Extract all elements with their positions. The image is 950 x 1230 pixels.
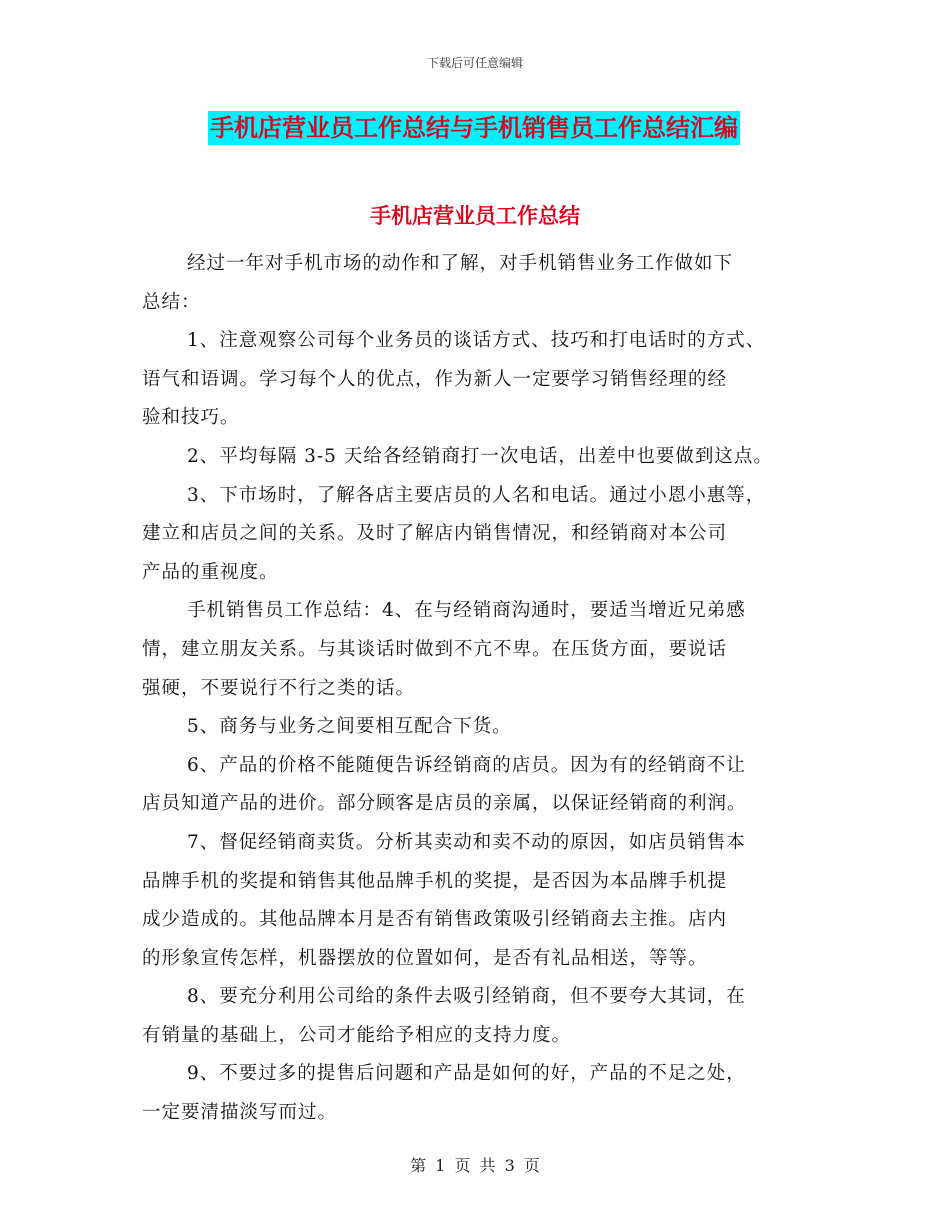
- header-note: 下载后可任意编辑: [426, 56, 523, 70]
- text-line: 9、不要过多的提售后问题和产品是如何的好，产品的不足之处，: [187, 1063, 746, 1085]
- text-line: 的形象宣传怎样，机器摆放的位置如何，是否有礼品相送，等等。: [142, 947, 708, 969]
- text-line: 2、平均每隔 3-5 天给各经销商打一次电话，出差中也要做到这点。: [187, 445, 773, 467]
- text-line: 总结：: [142, 291, 201, 313]
- text-line: 手机销售员工作总结：4、在与经销商沟通时，要适当增近兄弟感: [187, 600, 746, 622]
- text-line: 8、要充分利用公司给的条件去吸引经销商，但不要夸大其词，在: [187, 986, 746, 1008]
- paragraph-item-7: [142, 824, 832, 978]
- text-line: 语气和语调。学习每个人的优点，作为新人一定要学习销售经理的经: [142, 368, 728, 390]
- paragraph-item-1: [142, 322, 832, 438]
- section-title: 手机店营业员工作总结: [370, 203, 580, 228]
- text-line: 一定要清描淡写而过。: [142, 1102, 338, 1124]
- paragraph-item-2: [142, 438, 832, 477]
- text-line: 店员知道产品的进价。部分顾客是店员的亲属，以保证经销商的利润。: [142, 793, 747, 815]
- page-footer: 第 1 页 共 3 页: [410, 1156, 540, 1175]
- paragraph-item-4: [142, 592, 832, 708]
- text-line: 经过一年对手机市场的动作和了解，对手机销售业务工作做如下: [187, 253, 734, 274]
- text-line: 品牌手机的奖提和销售其他品牌手机的奖提，是否因为本品牌手机提: [142, 870, 728, 892]
- document-body: [142, 245, 832, 1133]
- paragraph-item-8: [142, 978, 832, 1055]
- text-line: 3、下市场时，了解各店主要店员的人名和电话。通过小恩小惠等，: [187, 484, 766, 506]
- text-line: 验和技巧。: [142, 407, 240, 429]
- paragraph-item-5: [142, 708, 832, 747]
- paragraph-intro: [142, 245, 832, 322]
- text-line: 建立和店员之间的关系。及时了解店内销售情况，和经销商对本公司: [142, 523, 728, 545]
- text-line: 5、商务与业务之间要相互配合下货。: [187, 716, 512, 738]
- text-line: 强硬，不要说行不行之类的话。: [142, 677, 416, 699]
- text-line: 7、督促经销商卖货。分析其卖动和卖不动的原因，如店员销售本: [187, 831, 746, 853]
- document-title: 手机店营业员工作总结与手机销售员工作总结汇编: [208, 111, 740, 145]
- text-line: 1、注意观察公司每个业务员的谈话方式、技巧和打电话时的方式、: [187, 330, 766, 352]
- paragraph-item-6: [142, 747, 832, 824]
- text-line: 6、产品的价格不能随便告诉经销商的店员。因为有的经销商不让: [187, 754, 746, 776]
- text-line: 成少造成的。其他品牌本月是否有销售政策吸引经销商去主推。店内: [142, 909, 728, 931]
- text-line: 情，建立朋友关系。与其谈话时做到不亢不卑。在压货方面，要说话: [142, 638, 728, 660]
- paragraph-item-3: [142, 477, 832, 593]
- text-line: 产品的重视度。: [142, 561, 279, 583]
- paragraph-item-9: [142, 1055, 832, 1132]
- text-line: 有销量的基础上，公司才能给予相应的支持力度。: [142, 1024, 572, 1046]
